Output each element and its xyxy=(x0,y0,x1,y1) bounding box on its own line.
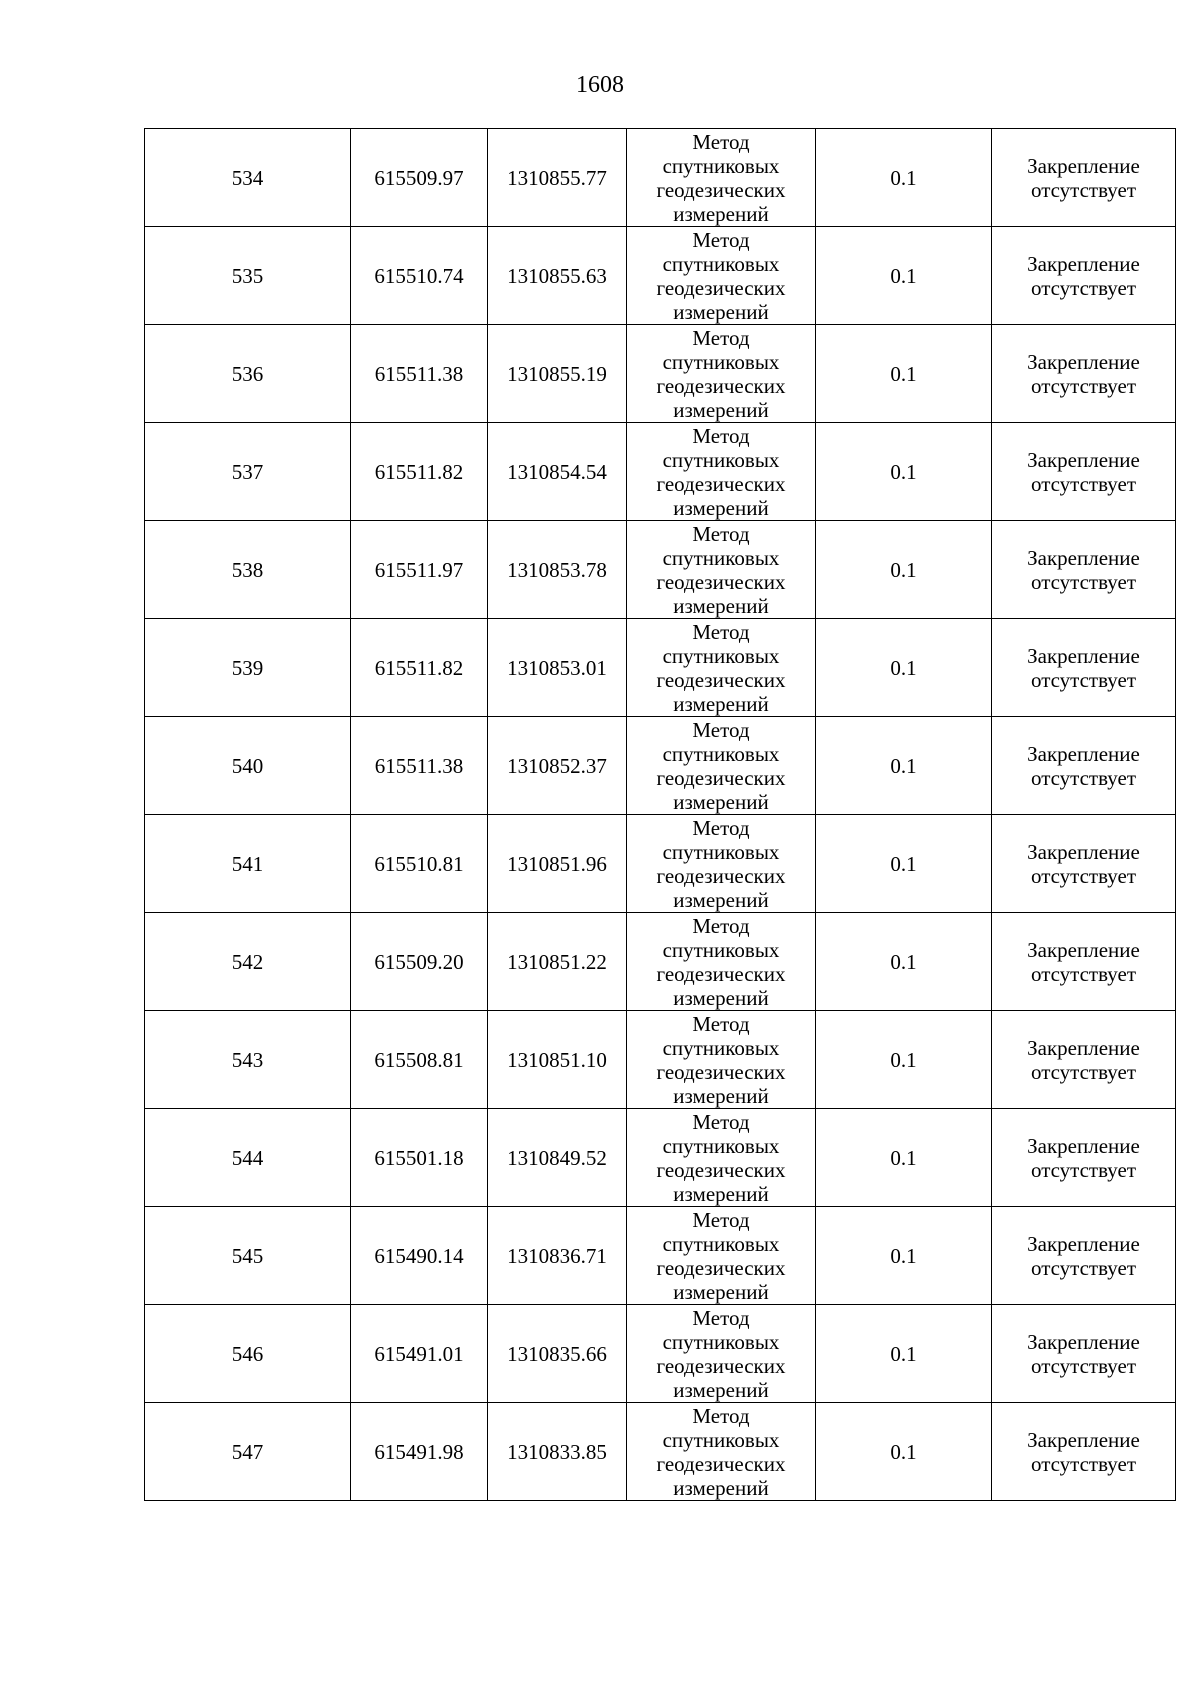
point-number-cell: 543 xyxy=(145,1011,351,1109)
method-text-line: измерений xyxy=(673,201,769,226)
table-row xyxy=(145,1305,1176,1403)
fixing-text-line: Закрепление xyxy=(1027,153,1140,178)
fixing-cell xyxy=(992,913,1176,1011)
fixing-cell xyxy=(992,1207,1176,1305)
fixing-text-line: отсутствует xyxy=(1030,667,1137,692)
method-text-line: измерений xyxy=(673,397,769,422)
method-text-line: спутниковых xyxy=(662,1035,780,1060)
y-coordinate-cell: 1310855.77 xyxy=(488,129,627,227)
method-cell xyxy=(627,1305,816,1403)
method-text-line: измерений xyxy=(673,985,769,1010)
table-row xyxy=(145,619,1176,717)
method-text-line: геодезических xyxy=(656,1157,786,1182)
x-coordinate-cell: 615511.38 xyxy=(351,325,488,423)
fixing-cell xyxy=(992,1011,1176,1109)
method-text-line: измерений xyxy=(673,887,769,912)
table-row xyxy=(145,815,1176,913)
fixing-text-line: Закрепление xyxy=(1027,251,1140,276)
point-number-cell: 545 xyxy=(145,1207,351,1305)
accuracy-cell: 0.1 xyxy=(816,1403,992,1501)
method-text-line: спутниковых xyxy=(662,1231,780,1256)
table-row xyxy=(145,423,1176,521)
method-text-line: спутниковых xyxy=(662,1427,780,1452)
accuracy-cell: 0.1 xyxy=(816,1109,992,1207)
method-text-line: Метод xyxy=(692,717,750,742)
fixing-text-line: Закрепление xyxy=(1027,1329,1140,1354)
y-coordinate-cell: 1310851.96 xyxy=(488,815,627,913)
method-text-line: геодезических xyxy=(656,569,786,594)
x-coordinate-cell: 615510.81 xyxy=(351,815,488,913)
fixing-text-line: отсутствует xyxy=(1030,569,1137,594)
method-cell xyxy=(627,1011,816,1109)
method-text-line: спутниковых xyxy=(662,251,780,276)
method-text-line: геодезических xyxy=(656,471,786,496)
fixing-cell xyxy=(992,521,1176,619)
y-coordinate-cell: 1310853.01 xyxy=(488,619,627,717)
fixing-text-line: Закрепление xyxy=(1027,839,1140,864)
fixing-cell xyxy=(992,815,1176,913)
fixing-text-line: Закрепление xyxy=(1027,741,1140,766)
point-number-cell: 536 xyxy=(145,325,351,423)
method-text-line: спутниковых xyxy=(662,153,780,178)
method-text-line: спутниковых xyxy=(662,1329,780,1354)
point-number-cell: 542 xyxy=(145,913,351,1011)
method-text-line: Метод xyxy=(692,1305,750,1330)
method-text-line: спутниковых xyxy=(662,545,780,570)
method-text-line: геодезических xyxy=(656,373,786,398)
method-text-line: геодезических xyxy=(656,1353,786,1378)
method-text-line: спутниковых xyxy=(662,937,780,962)
method-text-line: геодезических xyxy=(656,961,786,986)
method-text-line: Метод xyxy=(692,521,750,546)
method-text-line: геодезических xyxy=(656,863,786,888)
y-coordinate-cell: 1310851.10 xyxy=(488,1011,627,1109)
x-coordinate-cell: 615509.20 xyxy=(351,913,488,1011)
method-text-line: измерений xyxy=(673,1181,769,1206)
fixing-cell xyxy=(992,1109,1176,1207)
method-text-line: измерений xyxy=(673,1377,769,1402)
method-cell xyxy=(627,913,816,1011)
accuracy-cell: 0.1 xyxy=(816,129,992,227)
method-text-line: Метод xyxy=(692,423,750,448)
method-cell xyxy=(627,717,816,815)
method-text-line: геодезических xyxy=(656,275,786,300)
fixing-cell xyxy=(992,325,1176,423)
method-text-line: измерений xyxy=(673,299,769,324)
y-coordinate-cell: 1310851.22 xyxy=(488,913,627,1011)
method-text-line: Метод xyxy=(692,325,750,350)
point-number-cell: 538 xyxy=(145,521,351,619)
method-text-line: спутниковых xyxy=(662,349,780,374)
method-text-line: измерений xyxy=(673,1083,769,1108)
point-number-cell: 539 xyxy=(145,619,351,717)
method-cell xyxy=(627,227,816,325)
table-body xyxy=(145,129,1176,1501)
fixing-cell xyxy=(992,129,1176,227)
method-text-line: измерений xyxy=(673,1279,769,1304)
fixing-cell xyxy=(992,619,1176,717)
fixing-cell xyxy=(992,717,1176,815)
method-text-line: Метод xyxy=(692,1207,750,1232)
fixing-text-line: отсутствует xyxy=(1030,1353,1137,1378)
method-text-line: Метод xyxy=(692,913,750,938)
table-row xyxy=(145,1403,1176,1501)
y-coordinate-cell: 1310854.54 xyxy=(488,423,627,521)
method-cell xyxy=(627,1109,816,1207)
method-text-line: Метод xyxy=(692,1403,750,1428)
accuracy-cell: 0.1 xyxy=(816,325,992,423)
y-coordinate-cell: 1310849.52 xyxy=(488,1109,627,1207)
x-coordinate-cell: 615509.97 xyxy=(351,129,488,227)
fixing-text-line: отсутствует xyxy=(1030,1255,1137,1280)
fixing-cell xyxy=(992,227,1176,325)
fixing-text-line: Закрепление xyxy=(1027,1133,1140,1158)
table-row xyxy=(145,129,1176,227)
table-row xyxy=(145,1109,1176,1207)
fixing-cell xyxy=(992,423,1176,521)
method-text-line: Метод xyxy=(692,227,750,252)
x-coordinate-cell: 615508.81 xyxy=(351,1011,488,1109)
x-coordinate-cell: 615511.82 xyxy=(351,619,488,717)
fixing-text-line: отсутствует xyxy=(1030,1157,1137,1182)
method-text-line: Метод xyxy=(692,619,750,644)
y-coordinate-cell: 1310855.19 xyxy=(488,325,627,423)
fixing-text-line: отсутствует xyxy=(1030,765,1137,790)
x-coordinate-cell: 615511.97 xyxy=(351,521,488,619)
y-coordinate-cell: 1310855.63 xyxy=(488,227,627,325)
table-row xyxy=(145,521,1176,619)
x-coordinate-cell: 615501.18 xyxy=(351,1109,488,1207)
fixing-text-line: Закрепление xyxy=(1027,1427,1140,1452)
method-text-line: геодезических xyxy=(656,765,786,790)
method-cell xyxy=(627,423,816,521)
method-cell xyxy=(627,521,816,619)
method-cell xyxy=(627,1403,816,1501)
fixing-text-line: отсутствует xyxy=(1030,961,1137,986)
fixing-cell xyxy=(992,1403,1176,1501)
method-text-line: геодезических xyxy=(656,177,786,202)
method-cell xyxy=(627,129,816,227)
accuracy-cell: 0.1 xyxy=(816,1011,992,1109)
x-coordinate-cell: 615491.01 xyxy=(351,1305,488,1403)
method-text-line: спутниковых xyxy=(662,447,780,472)
point-number-cell: 535 xyxy=(145,227,351,325)
table-row xyxy=(145,227,1176,325)
method-text-line: Метод xyxy=(692,129,750,154)
table-row xyxy=(145,913,1176,1011)
method-text-line: геодезических xyxy=(656,667,786,692)
method-text-line: спутниковых xyxy=(662,643,780,668)
x-coordinate-cell: 615511.38 xyxy=(351,717,488,815)
accuracy-cell: 0.1 xyxy=(816,717,992,815)
accuracy-cell: 0.1 xyxy=(816,423,992,521)
fixing-text-line: Закрепление xyxy=(1027,545,1140,570)
method-text-line: измерений xyxy=(673,1475,769,1500)
method-cell xyxy=(627,325,816,423)
x-coordinate-cell: 615510.74 xyxy=(351,227,488,325)
accuracy-cell: 0.1 xyxy=(816,815,992,913)
fixing-text-line: Закрепление xyxy=(1027,447,1140,472)
page-number: 1608 xyxy=(576,72,624,98)
point-number-cell: 546 xyxy=(145,1305,351,1403)
accuracy-cell: 0.1 xyxy=(816,521,992,619)
y-coordinate-cell: 1310853.78 xyxy=(488,521,627,619)
fixing-text-line: отсутствует xyxy=(1030,863,1137,888)
point-number-cell: 534 xyxy=(145,129,351,227)
method-text-line: геодезических xyxy=(656,1451,786,1476)
fixing-cell xyxy=(992,1305,1176,1403)
y-coordinate-cell: 1310835.66 xyxy=(488,1305,627,1403)
fixing-text-line: Закрепление xyxy=(1027,1231,1140,1256)
x-coordinate-cell: 615490.14 xyxy=(351,1207,488,1305)
method-cell xyxy=(627,1207,816,1305)
fixing-text-line: Закрепление xyxy=(1027,349,1140,374)
method-text-line: измерений xyxy=(673,691,769,716)
method-text-line: измерений xyxy=(673,495,769,520)
point-number-cell: 547 xyxy=(145,1403,351,1501)
method-cell xyxy=(627,619,816,717)
x-coordinate-cell: 615491.98 xyxy=(351,1403,488,1501)
method-text-line: Метод xyxy=(692,815,750,840)
fixing-text-line: отсутствует xyxy=(1030,1059,1137,1084)
method-text-line: спутниковых xyxy=(662,741,780,766)
table-row xyxy=(145,717,1176,815)
accuracy-cell: 0.1 xyxy=(816,1305,992,1403)
point-number-cell: 540 xyxy=(145,717,351,815)
fixing-text-line: Закрепление xyxy=(1027,1035,1140,1060)
fixing-text-line: отсутствует xyxy=(1030,177,1137,202)
method-text-line: измерений xyxy=(673,789,769,814)
method-text-line: геодезических xyxy=(656,1255,786,1280)
y-coordinate-cell: 1310833.85 xyxy=(488,1403,627,1501)
fixing-text-line: отсутствует xyxy=(1030,1451,1137,1476)
method-text-line: Метод xyxy=(692,1011,750,1036)
method-text-line: спутниковых xyxy=(662,1133,780,1158)
table-row xyxy=(145,325,1176,423)
accuracy-cell: 0.1 xyxy=(816,1207,992,1305)
point-number-cell: 541 xyxy=(145,815,351,913)
y-coordinate-cell: 1310852.37 xyxy=(488,717,627,815)
x-coordinate-cell: 615511.82 xyxy=(351,423,488,521)
fixing-text-line: Закрепление xyxy=(1027,643,1140,668)
method-cell xyxy=(627,815,816,913)
method-text-line: измерений xyxy=(673,593,769,618)
fixing-text-line: Закрепление xyxy=(1027,937,1140,962)
fixing-text-line: отсутствует xyxy=(1030,471,1137,496)
fixing-text-line: отсутствует xyxy=(1030,275,1137,300)
y-coordinate-cell: 1310836.71 xyxy=(488,1207,627,1305)
table-row xyxy=(145,1207,1176,1305)
method-text-line: геодезических xyxy=(656,1059,786,1084)
point-number-cell: 537 xyxy=(145,423,351,521)
table-row xyxy=(145,1011,1176,1109)
point-number-cell: 544 xyxy=(145,1109,351,1207)
method-text-line: Метод xyxy=(692,1109,750,1134)
accuracy-cell: 0.1 xyxy=(816,227,992,325)
accuracy-cell: 0.1 xyxy=(816,619,992,717)
fixing-text-line: отсутствует xyxy=(1030,373,1137,398)
method-text-line: спутниковых xyxy=(662,839,780,864)
coordinates-table xyxy=(144,128,1176,1501)
accuracy-cell: 0.1 xyxy=(816,913,992,1011)
